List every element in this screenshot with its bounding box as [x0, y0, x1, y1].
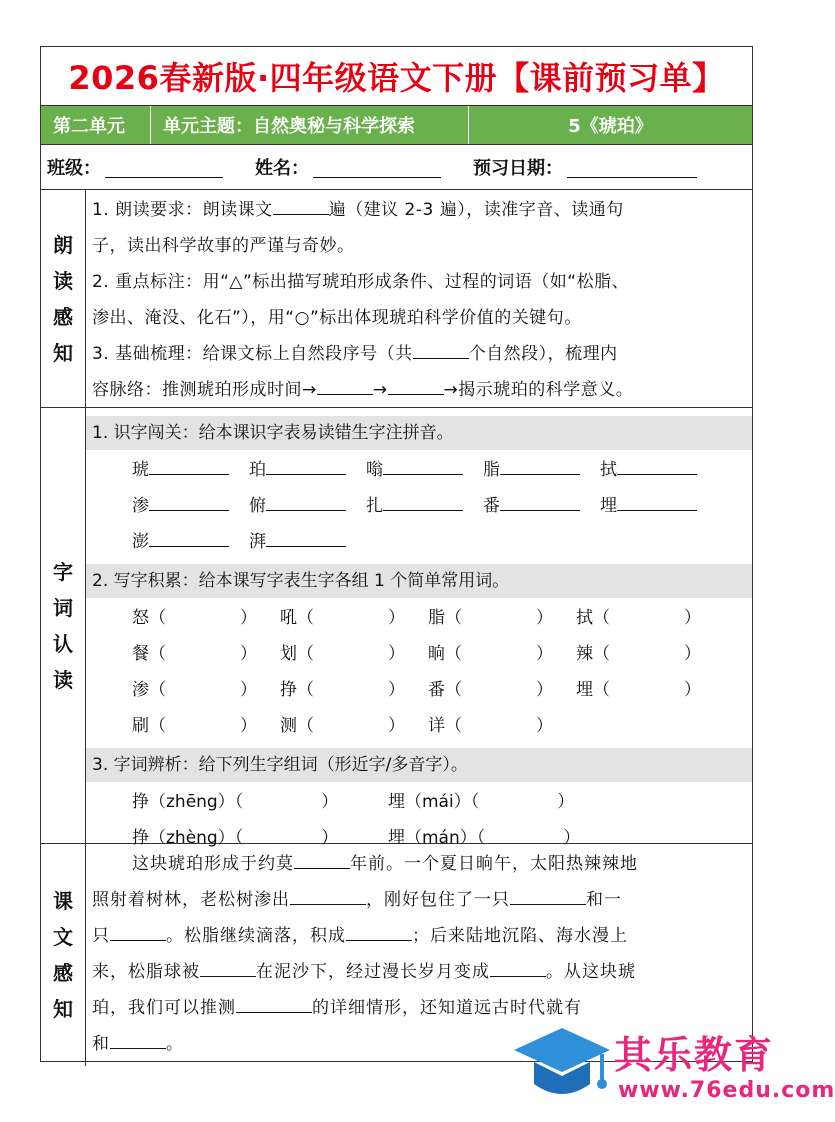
reading-line-6: 容脉络：推测琥珀形成时间→ → →揭示琥珀的科学意义。: [92, 372, 744, 408]
pinyin-item: [483, 488, 600, 524]
polyphone-item: [132, 784, 388, 820]
pinyin-item: [600, 488, 717, 524]
open-paren: （: [149, 716, 166, 736]
text-blank-insect-1[interactable]: [510, 886, 586, 905]
polyphone-prompt: 埋（mán）（: [388, 828, 486, 848]
class-blank[interactable]: [105, 157, 223, 178]
word-item: [132, 672, 280, 708]
paragraph-count-blank[interactable]: [413, 340, 469, 359]
pinyin-item: [483, 452, 600, 488]
reading-line-1: 1. 朗读要求：朗读课文 遍（建议 2-3 遍），读准字音、读通句: [92, 192, 744, 228]
distinguish-task-heading: 3. 字词辨析：给下列生字组词（形近字/多音字）。: [86, 748, 752, 782]
brand-logo: [510, 1020, 835, 1116]
word-item: [132, 708, 280, 744]
close-paren: ）: [240, 608, 257, 628]
open-paren: （: [445, 644, 462, 664]
open-paren: （: [149, 608, 166, 628]
outline-blank-2[interactable]: [388, 376, 444, 395]
pinyin-grid: [92, 452, 744, 560]
word-grid: [92, 600, 744, 744]
word-char: 测: [280, 716, 297, 736]
open-paren: （: [445, 608, 462, 628]
close-paren: ）: [240, 716, 257, 736]
open-paren: （: [297, 716, 314, 736]
text-line-4: 来，松脂球被 在泥沙下，经过漫长岁月变成 。从这块琥: [92, 954, 744, 990]
word-char: 详: [428, 716, 445, 736]
word-item: [428, 672, 576, 708]
pinyin-item: [249, 524, 366, 560]
close-paren: ）: [388, 644, 405, 664]
word-item: [576, 636, 724, 672]
close-paren: ）: [684, 644, 701, 664]
reading-line-2: 子，读出科学故事的严谨与奇妙。: [92, 236, 355, 256]
student-info-row: [41, 145, 752, 190]
pinyin-item: [249, 452, 366, 488]
word-row: [92, 708, 744, 744]
word-row: [92, 636, 744, 672]
pinyin-blank[interactable]: [383, 456, 463, 475]
pinyin-item: [366, 488, 483, 524]
date-label: 预习日期：: [473, 158, 563, 179]
word-char: 晌: [428, 644, 445, 664]
pinyin-char: 珀: [249, 460, 266, 480]
close-paren: ）: [557, 792, 575, 812]
unit-bar: [41, 106, 752, 145]
pinyin-item: [600, 452, 717, 488]
word-char: 刷: [132, 716, 149, 736]
pinyin-char: 俯: [249, 496, 266, 516]
word-item: [280, 600, 428, 636]
pinyin-row: [92, 452, 744, 488]
words-section-label: 字 词 认 读: [41, 408, 86, 843]
word-char: 挣: [280, 680, 297, 700]
pinyin-blank[interactable]: [617, 456, 697, 475]
polyphone-item: [388, 784, 644, 820]
close-paren: ）: [321, 792, 339, 812]
close-paren: ）: [388, 608, 405, 628]
word-item: [576, 672, 724, 708]
pinyin-char: 湃: [249, 532, 266, 552]
pinyin-item: [249, 488, 366, 524]
word-item: [132, 636, 280, 672]
polyphone-row: [92, 784, 744, 820]
close-paren: ）: [563, 828, 581, 848]
text-blank-ancient[interactable]: [110, 1030, 166, 1049]
pinyin-char: 琥: [132, 460, 149, 480]
word-item: [132, 600, 280, 636]
text-blank-years[interactable]: [294, 850, 350, 869]
word-char: 辣: [576, 644, 593, 664]
close-paren: ）: [321, 828, 339, 848]
outline-blank-1[interactable]: [317, 376, 373, 395]
open-paren: （: [297, 680, 314, 700]
pinyin-char: 番: [483, 496, 500, 516]
graduation-cap-icon: [510, 1020, 614, 1116]
unit-theme: 单元主题：自然奥秘与科学探索: [151, 106, 469, 144]
pinyin-blank[interactable]: [149, 528, 229, 547]
word-item: [428, 708, 576, 744]
open-paren: （: [593, 644, 610, 664]
name-blank[interactable]: [313, 157, 441, 178]
word-row: [92, 672, 744, 708]
polyphone-prompt: 挣（zhēng）（: [132, 792, 244, 812]
close-paren: ）: [536, 716, 553, 736]
word-item: [428, 600, 576, 636]
word-item: [280, 708, 428, 744]
polyphone-prompt: 埋（mái）（: [388, 792, 480, 812]
close-paren: ）: [684, 680, 701, 700]
close-paren: ）: [388, 716, 405, 736]
preview-sheet: [40, 46, 753, 1062]
pinyin-blank[interactable]: [149, 492, 229, 511]
pinyin-blank[interactable]: [500, 492, 580, 511]
lesson-title: 5《琥珀》: [568, 116, 653, 137]
brand-name: 其乐教育: [614, 1033, 775, 1077]
close-paren: ）: [240, 680, 257, 700]
pinyin-blank[interactable]: [500, 456, 580, 475]
words-section: [41, 408, 752, 848]
text-blank-insect-2[interactable]: [110, 922, 166, 941]
word-char: 脂: [428, 608, 445, 628]
text-section-label: 课 文 感 知: [41, 844, 86, 1066]
pinyin-char: 脂: [483, 460, 500, 480]
reading-line-4: 渗出、淹没、化石”），用“○”标出体现琥珀科学价值的关键句。: [92, 308, 582, 328]
text-blank-became[interactable]: [490, 958, 546, 977]
pinyin-item: [132, 524, 249, 560]
word-item: [280, 672, 428, 708]
word-char: 划: [280, 644, 297, 664]
pinyin-item: [132, 452, 249, 488]
open-paren: （: [445, 680, 462, 700]
word-char: 埋: [576, 680, 593, 700]
open-paren: （: [297, 608, 314, 628]
class-label: 班级：: [47, 158, 101, 179]
pinyin-char: 澎: [132, 532, 149, 552]
word-item: [280, 636, 428, 672]
close-paren: ）: [536, 608, 553, 628]
pinyin-char: 埋: [600, 496, 617, 516]
pinyin-row: [92, 524, 744, 560]
open-paren: （: [297, 644, 314, 664]
close-paren: ）: [240, 644, 257, 664]
pinyin-blank[interactable]: [617, 492, 697, 511]
open-paren: （: [593, 680, 610, 700]
text-line-1: 这块琥珀形成于约莫 年前。一个夏日晌午，太阳热辣辣地: [92, 846, 744, 882]
text-blank-ball[interactable]: [346, 922, 412, 941]
read-times-blank[interactable]: [273, 196, 329, 215]
pinyin-blank[interactable]: [266, 528, 346, 547]
date-blank[interactable]: [567, 157, 697, 178]
pinyin-blank[interactable]: [149, 456, 229, 475]
page-title: 2026春新版·四年级语文下册【课前预习单】: [41, 47, 752, 106]
pinyin-row: [92, 488, 744, 524]
word-row: [92, 600, 744, 636]
word-task-heading: 2. 写字积累：给本课写字表生字各组 1 个简单常用词。: [86, 564, 752, 598]
reading-line-5: 3. 基础梳理：给课文标上自然段序号（共 个自然段），梳理内: [92, 336, 744, 372]
word-char: 餐: [132, 644, 149, 664]
text-blank-resin[interactable]: [290, 886, 366, 905]
open-paren: （: [593, 608, 610, 628]
text-line-3: 只 。松脂继续滴落，积成 ；后来陆地沉陷、海水漫上: [92, 918, 744, 954]
word-item: [428, 636, 576, 672]
polyphone-prompt: 挣（zhèng）（: [132, 828, 244, 848]
pinyin-char: 渗: [132, 496, 149, 516]
reading-section-label: 朗 读 感 知: [41, 190, 86, 407]
word-char: 拭: [576, 608, 593, 628]
text-line-2: 照射着树林，老松树渗出 ，刚好包住了一只 和一: [92, 882, 744, 918]
close-paren: ）: [536, 644, 553, 664]
pinyin-item: [366, 452, 483, 488]
pinyin-blank[interactable]: [383, 492, 463, 511]
name-label: 姓名：: [255, 158, 309, 179]
words-section-body: [86, 408, 752, 848]
text-line-6: 和 。: [92, 1026, 744, 1062]
text-blank-buried[interactable]: [200, 958, 256, 977]
pinyin-item: [132, 488, 249, 524]
unit-name: 第二单元: [41, 106, 151, 144]
close-paren: ）: [536, 680, 553, 700]
text-line-5: 珀，我们可以推测 的详细情形，还知道远古时代就有: [92, 990, 744, 1026]
text-blank-infer[interactable]: [236, 994, 312, 1013]
pinyin-char: 扎: [366, 496, 383, 516]
word-char: 怒: [132, 608, 149, 628]
pinyin-char: 嗡: [366, 460, 383, 480]
pinyin-blank[interactable]: [266, 492, 346, 511]
open-paren: （: [445, 716, 462, 736]
word-item: [576, 600, 724, 636]
open-paren: （: [149, 680, 166, 700]
word-char: 番: [428, 680, 445, 700]
pinyin-char: 拭: [600, 460, 617, 480]
pinyin-blank[interactable]: [266, 456, 346, 475]
open-paren: （: [149, 644, 166, 664]
reading-line-3: 2. 重点标注：用“△”标出描写琥珀形成条件、过程的词语（如“松脂、: [92, 272, 630, 292]
close-paren: ）: [388, 680, 405, 700]
close-paren: ）: [684, 608, 701, 628]
word-char: 渗: [132, 680, 149, 700]
pinyin-task-heading: 1. 识字闯关：给本课识字表易读错生字注拼音。: [86, 416, 752, 450]
word-char: 吼: [280, 608, 297, 628]
reading-section: [41, 190, 752, 408]
brand-url: www.76edu.com: [618, 1078, 835, 1103]
reading-section-body: [86, 190, 752, 407]
